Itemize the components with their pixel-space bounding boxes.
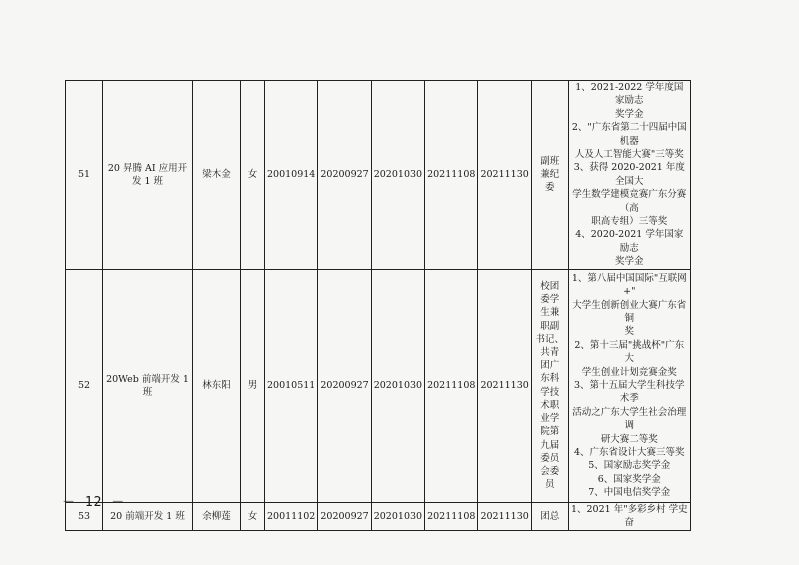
application-date: 20201030: [371, 502, 424, 530]
honor-line: 5、国家励志奖学金: [588, 460, 671, 472]
gender: 女: [241, 502, 265, 530]
training-date: 20211130: [478, 269, 531, 502]
role-line: 职副: [540, 320, 560, 332]
birth-date: 20010914: [265, 81, 318, 270]
honor-line: 1、2021-2022 学年度国家励志: [575, 82, 684, 107]
honors-cell: [568, 269, 690, 502]
role-line: 学技: [540, 386, 560, 398]
role-line: 书记、: [535, 333, 565, 345]
row-number: 51: [66, 81, 103, 270]
student-name: 林东阳: [193, 269, 241, 502]
honor-line: 7、中国电信奖学金: [588, 487, 671, 499]
honor-line: 3、第十五届大学生科技学术季: [574, 379, 685, 405]
honor-line: 2、"广东省第二十四届中国机器: [571, 122, 687, 147]
role-line: 员: [545, 479, 555, 491]
role-line: 副班: [540, 156, 560, 168]
role-line: 委员: [540, 452, 560, 464]
role-line: 术职: [540, 399, 560, 411]
role-line: 九届: [540, 439, 560, 451]
student-roster-table: [65, 80, 691, 531]
role-line: 东科: [540, 373, 560, 385]
gender: 女: [241, 81, 265, 270]
role-line: 业学: [540, 413, 560, 425]
class-name-line: 20Web 前端开发 1: [106, 373, 189, 385]
role-line: 团广: [540, 360, 560, 372]
honor-line: 活动之广东大学生社会治理调: [572, 406, 687, 432]
table-row: [66, 502, 691, 530]
role-cell: [531, 81, 568, 270]
page-number: － 12 －: [62, 495, 126, 510]
role-line: 会委: [540, 465, 560, 477]
role-line: 兼纪: [540, 169, 560, 181]
honor-line: 奖学金: [615, 108, 644, 120]
training-date: 20211130: [478, 81, 531, 270]
class-name-line: 班: [142, 386, 153, 398]
class-name-line: 20 昇腾 AI 应用开: [107, 162, 188, 174]
honor-line: 2、第十三届"挑战杯"广东大: [574, 339, 685, 365]
honor-line: 1、第八届中国国际"互联网+": [571, 272, 687, 298]
birth-date: 20010511: [265, 269, 318, 502]
row-number: 53: [66, 502, 103, 530]
honor-line: 人及人工智能大赛"三等奖: [574, 149, 684, 161]
honor-line: 1、2021 年"多彩乡村 学史奋: [570, 503, 688, 529]
table-row: [66, 81, 691, 270]
honor-line: 6、国家奖学金: [597, 473, 661, 485]
activist-date: 20211108: [425, 269, 478, 502]
honor-line: 3、获得 2020-2021 年度全国大: [573, 162, 685, 187]
honor-line: 学生创业计划竞赛金奖: [581, 366, 677, 378]
role-line: 生兼: [540, 307, 560, 319]
role-line: 院第: [540, 426, 560, 438]
role-line: 委: [545, 182, 555, 194]
birth-date: 20011102: [265, 502, 318, 530]
role-cell: 团总: [531, 502, 568, 530]
role-cell: [531, 269, 568, 502]
class-name: [103, 269, 193, 502]
honor-line: 学生数学建模竞赛广东分赛（高: [572, 189, 687, 214]
enrollment-date: 20200927: [318, 502, 371, 530]
enrollment-date: 20200927: [318, 269, 371, 502]
honors-cell: [568, 502, 690, 530]
student-name: 余柳莲: [193, 502, 241, 530]
student-name: 梁木金: [193, 81, 241, 270]
application-date: 20201030: [371, 81, 424, 270]
honors-cell: [568, 81, 690, 270]
table-row: [66, 269, 691, 502]
enrollment-date: 20200927: [318, 81, 371, 270]
activist-date: 20211108: [425, 81, 478, 270]
honor-line: 大学生创新创业大赛广东省铜: [572, 299, 687, 324]
honor-line: 职高专组）三等奖: [591, 216, 668, 228]
honor-line: 研大赛二等奖: [600, 433, 658, 445]
honor-line: 4、2020-2021 学年国家励志: [575, 229, 684, 254]
activist-date: 20211108: [425, 502, 478, 530]
gender: 男: [241, 269, 265, 502]
class-name: [103, 81, 193, 270]
application-date: 20201030: [371, 269, 424, 502]
class-name-line: 发 1 班: [131, 175, 164, 187]
honor-line: 奖学金: [615, 256, 644, 268]
honor-line: 4、广东省设计大赛三等奖: [574, 447, 685, 459]
training-date: 20211130: [478, 502, 531, 530]
role-line: 委学: [540, 294, 560, 306]
row-number: 52: [66, 269, 103, 502]
role-line: 校团: [540, 281, 560, 293]
honor-line: 奖: [624, 326, 635, 338]
role-line: 共青: [540, 347, 560, 359]
class-name: 20 前端开发 1 班: [103, 502, 193, 530]
